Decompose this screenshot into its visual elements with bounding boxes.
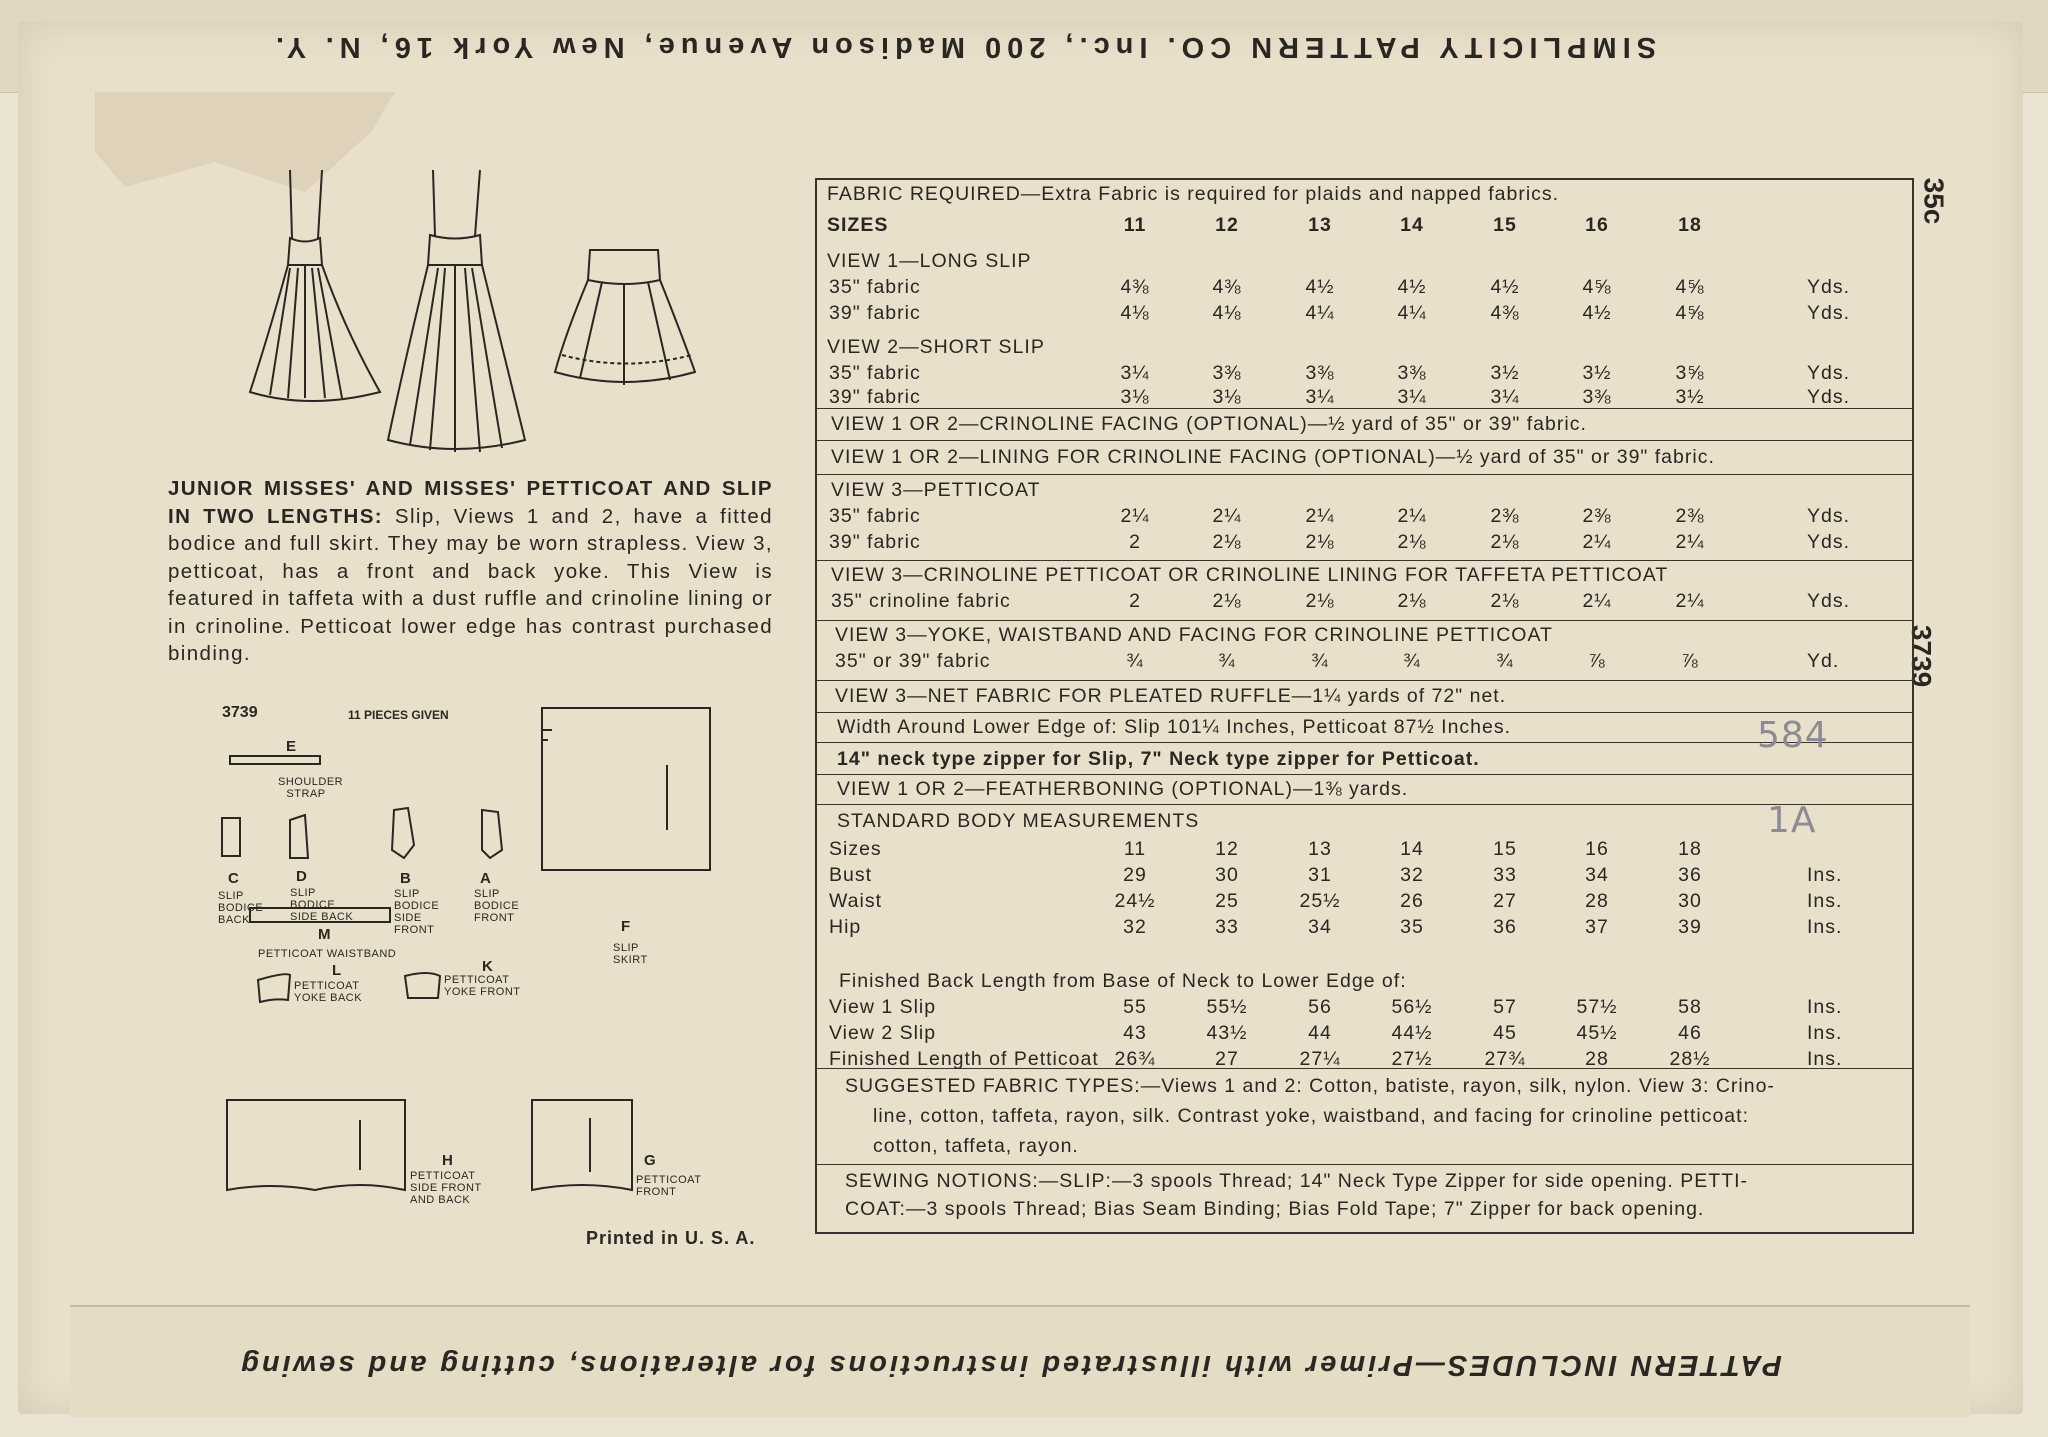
row-value: 2 [1129, 590, 1141, 612]
row-label: 39" fabric [829, 531, 921, 553]
pattern-description [168, 475, 773, 668]
row-value: 27½ [1391, 1048, 1433, 1070]
lining-crinoline-note: VIEW 1 OR 2—LINING FOR CRINOLINE FACING (OPTIONAL)—½ yard of 35" or 39" fabric. [831, 446, 1715, 468]
row-value: 26 [1400, 890, 1424, 912]
row-value: 36 [1493, 916, 1517, 938]
row-value: 43½ [1206, 1022, 1248, 1044]
row-value: 4½ [1305, 276, 1335, 298]
row-value: ¾ [1496, 650, 1514, 672]
row-label: Sizes [829, 838, 882, 860]
row-value: 46 [1678, 1022, 1702, 1044]
row-value: 2¼ [1305, 505, 1335, 527]
garment-illustrations [230, 160, 790, 460]
row-value: 3⅜ [1582, 386, 1612, 408]
row-label: 39" fabric [829, 386, 921, 408]
suggested-fabrics-line-3: cotton, taffeta, rayon. [873, 1135, 1079, 1157]
row-value: 2⅜ [1490, 505, 1520, 527]
row-value: 18 [1678, 838, 1702, 860]
size-header: 16 [1585, 214, 1609, 236]
row-value: 34 [1308, 916, 1332, 938]
standard-measurements-title: STANDARD BODY MEASUREMENTS [837, 810, 1200, 832]
row-value: 24½ [1114, 890, 1156, 912]
row-value: 56½ [1391, 996, 1433, 1018]
suggested-fabrics-line-2: line, cotton, taffeta, rayon, silk. Contrast yoke, waistband, and facing for crinoline petticoat: [873, 1105, 1749, 1127]
row-label: View 2 Slip [829, 1022, 937, 1044]
pattern-pieces-diagram [180, 680, 780, 1260]
description-body: Slip, Views 1 and 2, have a fitted bodice and full skirt. They may be worn strapless. View 3, petticoat, has a front and back yoke. This View is featured in taffeta with a dust ruffle and crinoline lining or in crinoline. Petticoat lower edge has contrast purchased binding. [168, 504, 773, 665]
side-pattern-number: 3739 [1906, 624, 1938, 688]
row-value: 3⅜ [1212, 362, 1242, 384]
piece-letter-a: A [480, 870, 491, 887]
size-header: 11 [1123, 214, 1147, 236]
row-label: 35" fabric [829, 362, 921, 384]
piece-name-g: PETTICOAT FRONT [636, 1174, 702, 1198]
row-value: 56 [1308, 996, 1332, 1018]
row-value: 27 [1493, 890, 1517, 912]
row-value: 4⅝ [1675, 276, 1705, 298]
shape-petticoat-front [532, 1100, 632, 1190]
size-header: 15 [1493, 214, 1517, 236]
view-3-yoke-title: VIEW 3—YOKE, WAISTBAND AND FACING FOR CRINOLINE PETTICOAT [835, 624, 1553, 646]
row-value: 45 [1493, 1022, 1517, 1044]
printed-in-usa: Printed in U. S. A. [586, 1228, 756, 1248]
piece-letter-d: D [296, 868, 307, 885]
row-value: 2⅛ [1490, 531, 1520, 553]
row-value: 26¾ [1114, 1048, 1156, 1070]
row-value: 29 [1123, 864, 1147, 886]
section-views-1-2 [817, 180, 1912, 409]
piece-letter-h: H [442, 1152, 453, 1169]
piece-name-k: PETTICOAT YOKE FRONT [444, 974, 521, 998]
row-value: 4½ [1582, 302, 1612, 324]
pieces-pattern-number: 3739 [222, 704, 258, 721]
row-value: 3⅛ [1120, 386, 1150, 408]
row-label: Finished Length of Petticoat [829, 1048, 1099, 1070]
publisher-header: SIMPLICITY PATTERN CO. Inc., 200 Madison Avenue, New York 16, N. Y. [269, 31, 1657, 63]
row-value: 44 [1308, 1022, 1332, 1044]
view-1-slip-drawing [250, 170, 380, 401]
row-value: ¾ [1126, 650, 1144, 672]
row-value: 2¼ [1675, 590, 1705, 612]
row-unit: Ins. [1807, 916, 1843, 938]
row-value: 37 [1585, 916, 1609, 938]
row-value: 3¼ [1120, 362, 1150, 384]
row-unit: Yds. [1807, 362, 1851, 384]
row-value: 28 [1585, 1048, 1609, 1070]
shape-slip-skirt [542, 708, 710, 870]
piece-letter-b: B [400, 870, 411, 887]
row-value: 3¼ [1305, 386, 1335, 408]
row-value: 2⅛ [1212, 590, 1242, 612]
row-value: 55½ [1206, 996, 1248, 1018]
row-value: 3¼ [1490, 386, 1520, 408]
piece-name-l: PETTICOAT YOKE BACK [294, 980, 363, 1004]
crinoline-facing-note: VIEW 1 OR 2—CRINOLINE FACING (OPTIONAL)—½ yard of 35" or 39" fabric. [831, 413, 1587, 435]
row-value: 2⅜ [1582, 505, 1612, 527]
row-unit: Yds. [1807, 276, 1851, 298]
row-value: 4⅜ [1120, 276, 1150, 298]
row-value: ⅞ [1588, 650, 1606, 672]
row-value: 28½ [1669, 1048, 1711, 1070]
row-value: 3⅝ [1675, 362, 1705, 384]
row-value: 4⅝ [1582, 276, 1612, 298]
piece-letter-l: L [332, 962, 342, 979]
row-value: 32 [1123, 916, 1147, 938]
row-label: Hip [829, 916, 862, 938]
row-value: 27¾ [1484, 1048, 1526, 1070]
row-value: 25½ [1299, 890, 1341, 912]
row-value: 2⅛ [1212, 531, 1242, 553]
row-value: 27 [1215, 1048, 1239, 1070]
piece-letter-k: K [482, 958, 493, 975]
piece-name-m: PETTICOAT WAISTBAND [258, 948, 397, 960]
row-value: 2⅜ [1675, 505, 1705, 527]
row-value: 57½ [1576, 996, 1618, 1018]
row-value: 4½ [1490, 276, 1520, 298]
row-value: 58 [1678, 996, 1702, 1018]
row-label: Bust [829, 864, 873, 886]
view-1-title: VIEW 1—LONG SLIP [827, 250, 1032, 272]
row-value: 2⅛ [1305, 590, 1335, 612]
row-value: 4½ [1397, 276, 1427, 298]
row-value: ¾ [1218, 650, 1236, 672]
row-label: Waist [829, 890, 883, 912]
piece-name-b: SLIP BODICE SIDE FRONT [394, 888, 440, 936]
row-value: 4¼ [1397, 302, 1427, 324]
width-lower-edge-note: Width Around Lower Edge of: Slip 101¼ Inches, Petticoat 87½ Inches. [837, 716, 1512, 738]
row-unit: Ins. [1807, 1048, 1843, 1070]
zipper-note: 14" neck type zipper for Slip, 7" Neck type zipper for Petticoat. [837, 748, 1480, 770]
row-value: 2¼ [1582, 590, 1612, 612]
row-unit: Yds. [1807, 505, 1851, 527]
row-label: 35" crinoline fabric [831, 590, 1011, 612]
finished-back-label: Finished Back Length from Base of Neck to Lower Edge of: [839, 970, 1407, 992]
row-unit: Yds. [1807, 386, 1851, 408]
piece-letter-f: F [621, 918, 631, 935]
row-value: 4⅜ [1212, 276, 1242, 298]
sewing-notions-line-2: COAT:—3 spools Thread; Bias Seam Binding; Bias Fold Tape; 7" Zipper for back opening. [845, 1198, 1705, 1220]
row-unit: Yds. [1807, 531, 1851, 553]
shape-bodice-side-back [290, 815, 308, 858]
row-value: 57 [1493, 996, 1517, 1018]
row-value: 2¼ [1675, 531, 1705, 553]
row-unit: Ins. [1807, 1022, 1843, 1044]
row-value: 3⅛ [1212, 386, 1242, 408]
piece-letter-c: C [228, 870, 239, 887]
piece-letter-m: M [318, 926, 331, 943]
row-value: 3½ [1675, 386, 1705, 408]
row-label: View 1 Slip [829, 996, 937, 1018]
size-header: 12 [1215, 214, 1239, 236]
row-value: 28 [1585, 890, 1609, 912]
row-unit: Ins. [1807, 864, 1843, 886]
row-unit: Yds. [1807, 590, 1851, 612]
row-value: 31 [1308, 864, 1332, 886]
row-value: 55 [1123, 996, 1147, 1018]
row-value: 2⅛ [1490, 590, 1520, 612]
row-value: 2¼ [1120, 505, 1150, 527]
shape-bodice-front [482, 810, 502, 858]
shape-yoke-back [258, 974, 290, 1002]
row-value: 3⅜ [1397, 362, 1427, 384]
row-unit: Yds. [1807, 302, 1851, 324]
row-value: 2⅛ [1397, 531, 1427, 553]
handwritten-code: 1A [1767, 800, 1817, 841]
row-value: 3¼ [1397, 386, 1427, 408]
row-value: 16 [1585, 838, 1609, 860]
row-value: 3½ [1490, 362, 1520, 384]
piece-name-h: PETTICOAT SIDE FRONT AND BACK [410, 1170, 482, 1206]
row-value: 2¼ [1397, 505, 1427, 527]
row-value: 44½ [1391, 1022, 1433, 1044]
row-value: 2¼ [1582, 531, 1612, 553]
row-value: 14 [1400, 838, 1424, 860]
row-value: 33 [1493, 864, 1517, 886]
shape-petticoat-side [227, 1100, 405, 1190]
piece-name-d: SLIP BODICE SIDE BACK [290, 887, 354, 923]
description-title: JUNIOR MISSES' AND MISSES' PETTICOAT AND SLIP IN TWO LENGTHS: [168, 477, 773, 528]
row-value: 35 [1400, 916, 1424, 938]
piece-name-e: SHOULDER STRAP [278, 776, 344, 800]
row-value: ¾ [1403, 650, 1421, 672]
row-value: 15 [1493, 838, 1517, 860]
sizes-label: SIZES [827, 214, 889, 236]
view-3-crinoline-title: VIEW 3—CRINOLINE PETTICOAT OR CRINOLINE LINING FOR TAFFETA PETTICOAT [831, 564, 1669, 586]
row-value: 30 [1215, 864, 1239, 886]
pieces-given: 11 PIECES GIVEN [348, 708, 449, 722]
shape-bodice-back [222, 818, 240, 856]
row-label: 35" or 39" fabric [835, 650, 991, 672]
sewing-notions-line-1: SEWING NOTIONS:—SLIP:—3 spools Thread; 14" Neck Type Zipper for side opening. PETTI- [845, 1170, 1749, 1192]
section-measurements [817, 804, 1912, 1069]
fabric-requirements-table [815, 178, 1914, 1234]
row-value: 4⅜ [1490, 302, 1520, 324]
row-value: 32 [1400, 864, 1424, 886]
size-header: 18 [1678, 214, 1702, 236]
view-2-slip-drawing [388, 170, 525, 452]
row-value: 3½ [1582, 362, 1612, 384]
piece-name-c: SLIP BODICE BACK [218, 890, 264, 926]
row-value: 13 [1308, 838, 1332, 860]
row-value: 34 [1585, 864, 1609, 886]
row-value: 39 [1678, 916, 1702, 938]
piece-name-a: SLIP BODICE FRONT [474, 888, 520, 924]
side-code: 35c [1918, 177, 1950, 225]
row-value: 2 [1129, 531, 1141, 553]
size-header: 13 [1308, 214, 1332, 236]
net-fabric-note: VIEW 3—NET FABRIC FOR PLEATED RUFFLE—1¼ yards of 72" net. [835, 685, 1507, 707]
size-header: 14 [1400, 214, 1424, 236]
piece-letter-g: G [644, 1152, 656, 1169]
shape-shoulder-strap [230, 756, 320, 764]
row-value: 11 [1123, 838, 1147, 860]
row-value: 2¼ [1212, 505, 1242, 527]
row-value: 43 [1123, 1022, 1147, 1044]
row-value: 4⅛ [1120, 302, 1150, 324]
row-label: 39" fabric [829, 302, 921, 324]
row-unit: Ins. [1807, 890, 1843, 912]
row-value: ¾ [1311, 650, 1329, 672]
row-value: 4⅝ [1675, 302, 1705, 324]
row-unit: Yd. [1807, 650, 1840, 672]
suggested-fabrics-line-1: SUGGESTED FABRIC TYPES:—Views 1 and 2: Cotton, batiste, rayon, silk, nylon. View 3: Crino- [845, 1075, 1775, 1097]
handwritten-number: 584 [1757, 715, 1829, 756]
row-unit: Ins. [1807, 996, 1843, 1018]
row-value: 2⅛ [1305, 531, 1335, 553]
shape-bodice-side-front [392, 808, 414, 858]
row-value: 2⅛ [1397, 590, 1427, 612]
row-value: 30 [1678, 890, 1702, 912]
row-value: 45½ [1576, 1022, 1618, 1044]
row-value: 25 [1215, 890, 1239, 912]
piece-letter-e: E [286, 738, 297, 755]
view-3-title: VIEW 3—PETTICOAT [831, 479, 1041, 501]
view-3-petticoat-drawing [555, 250, 695, 385]
view-2-title: VIEW 2—SHORT SLIP [827, 336, 1045, 358]
fabric-required-note: FABRIC REQUIRED—Extra Fabric is required for plaids and napped fabrics. [827, 183, 1560, 205]
row-value: 12 [1215, 838, 1239, 860]
shape-yoke-front [405, 973, 440, 998]
row-value: 36 [1678, 864, 1702, 886]
featherboning-note: VIEW 1 OR 2—FEATHERBONING (OPTIONAL)—1⅜ yards. [837, 778, 1409, 800]
row-value: 33 [1215, 916, 1239, 938]
row-value: 4⅛ [1212, 302, 1242, 324]
row-value: 27¼ [1299, 1048, 1341, 1070]
row-value: 3⅜ [1305, 362, 1335, 384]
row-value: ⅞ [1681, 650, 1699, 672]
row-label: 35" fabric [829, 505, 921, 527]
pattern-includes-footer: PATTERN INCLUDES—Primer with illustrated instructions for alterations, cutting and sewing [238, 1349, 1782, 1381]
piece-name-f: SLIP SKIRT [613, 942, 648, 966]
row-label: 35" fabric [829, 276, 921, 298]
row-value: 4¼ [1305, 302, 1335, 324]
